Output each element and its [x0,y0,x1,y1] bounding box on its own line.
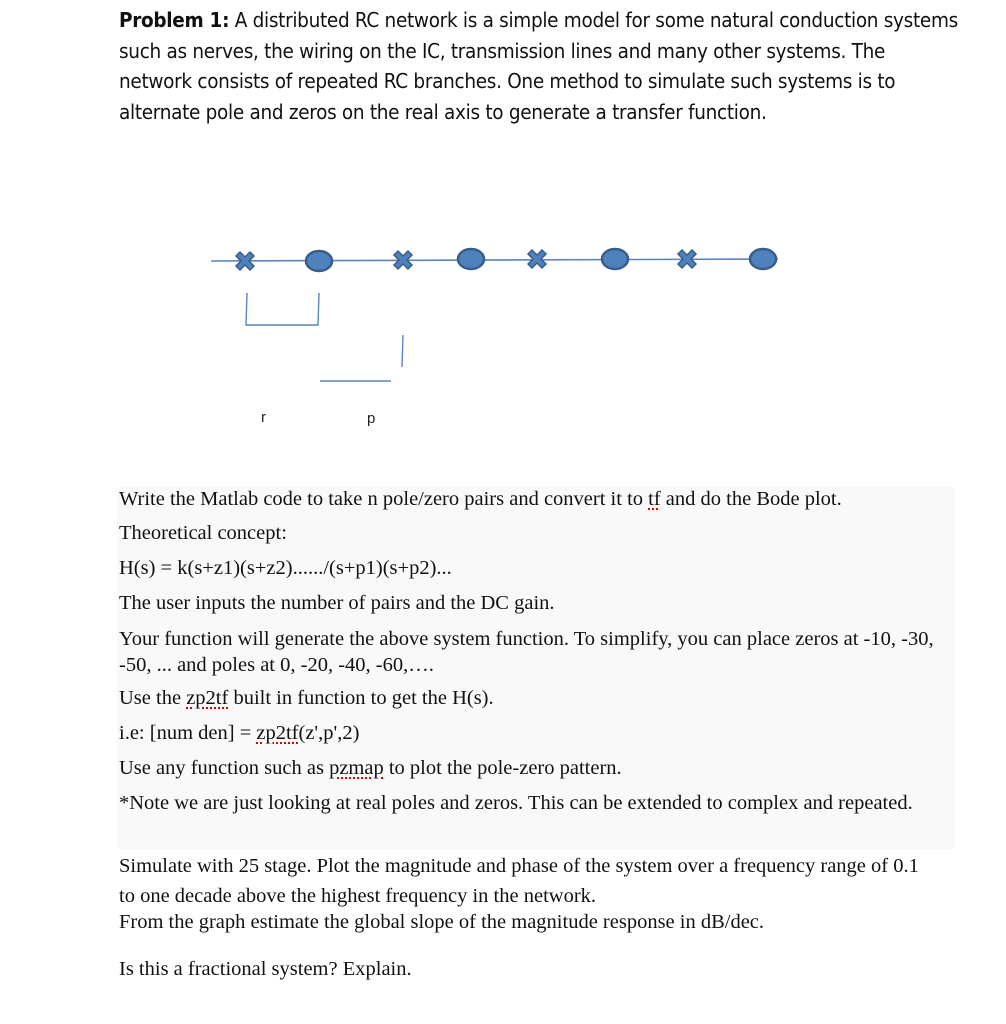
zero-marker-1 [306,251,332,271]
zp2tf-usage-line [119,687,494,710]
text-segment: built in function to get the H(s). [228,687,494,709]
fractional-system-question: Is this a fractional system? Explain. [119,958,412,980]
zp2tf-example-line [119,722,359,745]
text-segment: i.e: [num den] = [119,722,257,744]
text-segment: Use the [119,687,187,709]
zero-marker-2 [458,249,484,269]
pole-marker-3 [528,250,546,268]
spellcheck-tf: tf [648,488,661,510]
zero-marker-4 [750,249,776,269]
problem-label: Problem 1: [119,8,230,32]
text-segment: (z',p',2) [298,722,360,744]
spellcheck-zp2tf-example: zp2tf [256,722,299,744]
spellcheck-pzmap: pzmap [329,757,384,779]
text-segment: Use any function such as [119,757,330,779]
simulate-paragraph: Simulate with 25 stage. Plot the magnitude and phase of the system over a frequency range of 0.1 to one decade above the highest frequency in the network. [119,855,919,907]
text-segment: Write the Matlab code to take n pole/zero pairs and convert it to [119,488,649,510]
label-r: r [261,409,266,426]
problem-intro-text: A distributed RC network is a simple model for some natural conduction systems such as nerves, the wiring on the IC, transmission lines and many other systems. The network consists of repeated RC branches. One method to simulate such systems is to alternate pole and zeros on the real axis to generate a transfer function. [119,8,958,124]
r-bracket [246,293,319,325]
theoretical-concept-heading: Theoretical concept: [119,522,287,544]
zero-marker-3 [602,249,628,269]
text-segment: to plot the pole-zero pattern. [383,757,622,779]
instruction-line-1 [119,488,842,511]
system-function-paragraph: Your function will generate the above system function. To simplify, you can place zeros at -10, -30, -50, ... and poles at 0, -20, -40, -60,…. [119,628,934,676]
text-segment: and do the Bode plot. [660,488,842,510]
transfer-function-formula: H(s) = k(s+z1)(s+z2)....../(s+p1)(s+p2)... [119,557,452,579]
label-p: p [367,410,376,427]
pole-zero-diagram [0,0,1006,480]
spellcheck-zp2tf: zp2tf [186,687,229,709]
note-paragraph: *Note we are just looking at real poles and zeros. This can be extended to complex and repeated. [119,792,913,814]
user-inputs-line: The user inputs the number of pairs and the DC gain. [119,592,555,614]
p-bracket-vertical [402,335,403,367]
pzmap-line [119,757,622,780]
slope-estimate-line: From the graph estimate the global slope of the magnitude response in dB/dec. [119,911,765,933]
